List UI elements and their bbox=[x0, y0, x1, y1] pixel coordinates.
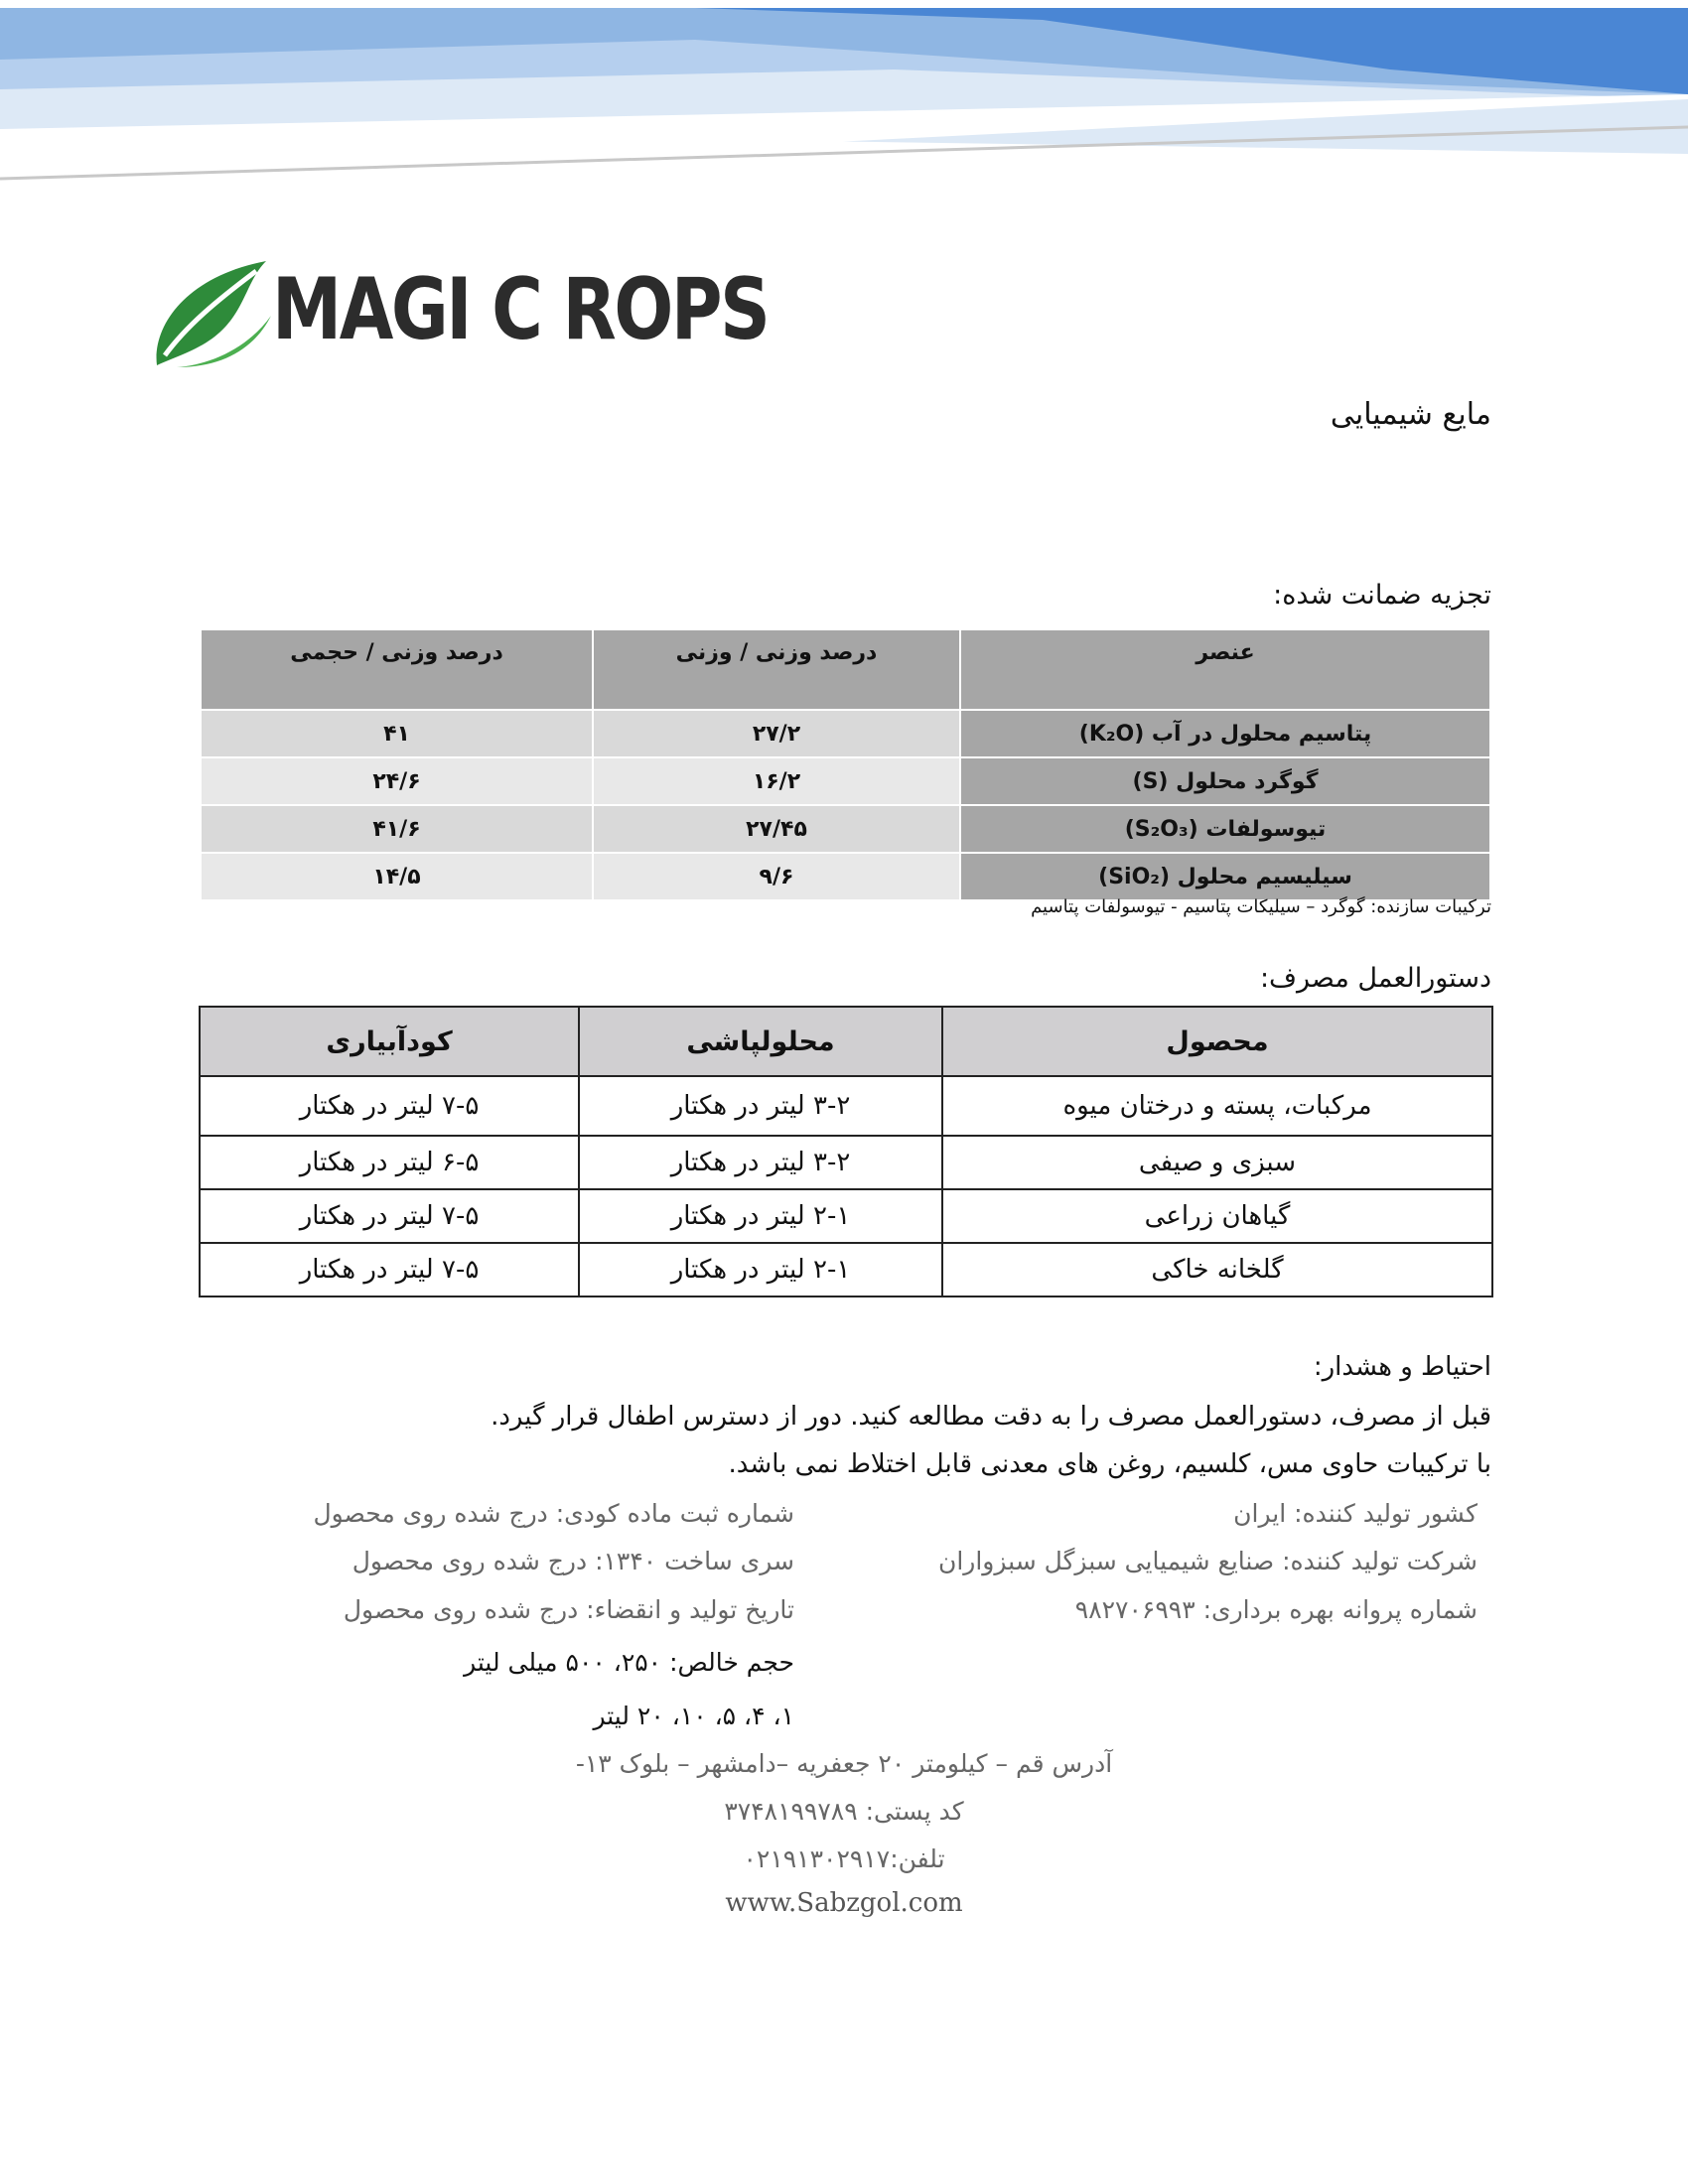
batch-number: سری ساخت ۱۳۴۰: درج شده روی محصول bbox=[352, 1547, 794, 1575]
column-header-crop: محصول bbox=[942, 1007, 1492, 1076]
table-header-row bbox=[201, 629, 1490, 710]
value-cell: ۲۷/۲ bbox=[593, 710, 960, 757]
spray-cell: ۲-۱ لیتر در هکتار bbox=[579, 1189, 942, 1243]
fertigation-cell: ۶-۵ لیتر در هکتار bbox=[200, 1136, 579, 1189]
production-expiry-dates: تاریخ تولید و انقضاء: درج شده روی محصول bbox=[343, 1595, 794, 1624]
usage-table bbox=[199, 1006, 1493, 1297]
components-note: ترکیبات سازنده: گوگرد – سیلیکات پتاسیم - تیوسولفات پتاسیم bbox=[1031, 896, 1491, 917]
value-cell: ۹/۶ bbox=[593, 853, 960, 900]
table-row bbox=[200, 1076, 1492, 1136]
leaf-logo-icon bbox=[147, 256, 276, 375]
column-header-fertigation: کودآبیاری bbox=[200, 1007, 579, 1076]
element-cell: پتاسیم محلول در آب (K₂O) bbox=[960, 710, 1490, 757]
postal-code: کد پستی: ۳۷۴۸۱۹۹۷۸۹ bbox=[724, 1797, 964, 1826]
guaranteed-analysis-table bbox=[200, 628, 1491, 901]
crop-cell: سبزی و صیفی bbox=[942, 1136, 1492, 1189]
value-cell: ۴۱ bbox=[201, 710, 593, 757]
column-header-weight-volume: درصد وزنی / حجمی bbox=[201, 629, 593, 710]
producer-country: کشور تولید کننده: ایران bbox=[1233, 1499, 1477, 1528]
crop-cell: گیاهان زراعی bbox=[942, 1189, 1492, 1243]
address: آدرس قم – کیلومتر ۲۰ جعفریه –دامشهر – بلوک ۱۳- bbox=[575, 1749, 1113, 1778]
value-cell: ۲۴/۶ bbox=[201, 757, 593, 805]
registration-number: شماره ثبت ماده کودی: درج شده روی محصول bbox=[313, 1499, 794, 1528]
usage-title: دستورالعمل مصرف: bbox=[1259, 963, 1491, 994]
value-cell: ۴۱/۶ bbox=[201, 805, 593, 853]
guaranteed-analysis-title: تجزیه ضمانت شده: bbox=[1273, 580, 1491, 611]
website-link[interactable]: www.Sabzgol.com bbox=[725, 1888, 963, 1918]
crop-cell: گلخانه خاکی bbox=[942, 1243, 1492, 1297]
table-header-row bbox=[200, 1007, 1492, 1076]
net-volume-liters: ۱، ۴، ۵، ۱۰، ۲۰ لیتر bbox=[593, 1702, 794, 1730]
column-header-foliar-spray: محلولپاشی bbox=[579, 1007, 942, 1076]
spray-cell: ۲-۱ لیتر در هکتار bbox=[579, 1243, 942, 1297]
product-name: مایع شیمیایی bbox=[1330, 397, 1491, 432]
element-cell: تیوسولفات (S₂O₃) bbox=[960, 805, 1490, 853]
fertigation-cell: ۷-۵ لیتر در هکتار bbox=[200, 1243, 579, 1297]
table-row bbox=[201, 805, 1490, 853]
spray-cell: ۳-۲ لیتر در هکتار bbox=[579, 1136, 942, 1189]
phone-number: تلفن:۰۲۱۹۱۳۰۲۹۱۷ bbox=[743, 1844, 945, 1873]
crop-cell: مرکبات، پسته و درختان میوه bbox=[942, 1076, 1492, 1136]
header-banner bbox=[0, 0, 1688, 189]
logo-wordmark: MAGI C ROPS bbox=[272, 260, 769, 359]
fertigation-cell: ۷-۵ لیتر در هکتار bbox=[200, 1076, 579, 1136]
warning-line: با ترکیبات حاوی مس، کلسیم، روغن های معدنی قابل اختلاط نمی باشد. bbox=[728, 1449, 1491, 1479]
value-cell: ۱۶/۲ bbox=[593, 757, 960, 805]
table-row bbox=[200, 1189, 1492, 1243]
warnings-title: احتیاط و هشدار: bbox=[1313, 1352, 1491, 1382]
element-cell: سیلیسیم محلول (SiO₂) bbox=[960, 853, 1490, 900]
spray-cell: ۳-۲ لیتر در هکتار bbox=[579, 1076, 942, 1136]
company-logo bbox=[147, 256, 769, 385]
column-header-element: عنصر bbox=[960, 629, 1490, 710]
table-row bbox=[200, 1243, 1492, 1297]
warning-line: قبل از مصرف، دستورالعمل مصرف را به دقت مطالعه کنید. دور از دسترس اطفال قرار گیرد. bbox=[491, 1402, 1491, 1432]
column-header-weight-weight: درصد وزنی / وزنی bbox=[593, 629, 960, 710]
table-row bbox=[201, 710, 1490, 757]
value-cell: ۱۴/۵ bbox=[201, 853, 593, 900]
producer-company: شرکت تولید کننده: صنایع شیمیایی سبزگل سبزواران bbox=[937, 1547, 1477, 1575]
table-row bbox=[200, 1136, 1492, 1189]
table-row bbox=[201, 757, 1490, 805]
license-number: شماره پروانه بهره برداری: ۹۸۲۷۰۶۹۹۳ bbox=[1074, 1595, 1477, 1624]
value-cell: ۲۷/۴۵ bbox=[593, 805, 960, 853]
table-row bbox=[201, 853, 1490, 900]
net-volume-ml: حجم خالص: ۲۵۰، ۵۰۰ میلی لیتر bbox=[464, 1648, 794, 1677]
element-cell: گوگرد محلول (S) bbox=[960, 757, 1490, 805]
fertigation-cell: ۷-۵ لیتر در هکتار bbox=[200, 1189, 579, 1243]
